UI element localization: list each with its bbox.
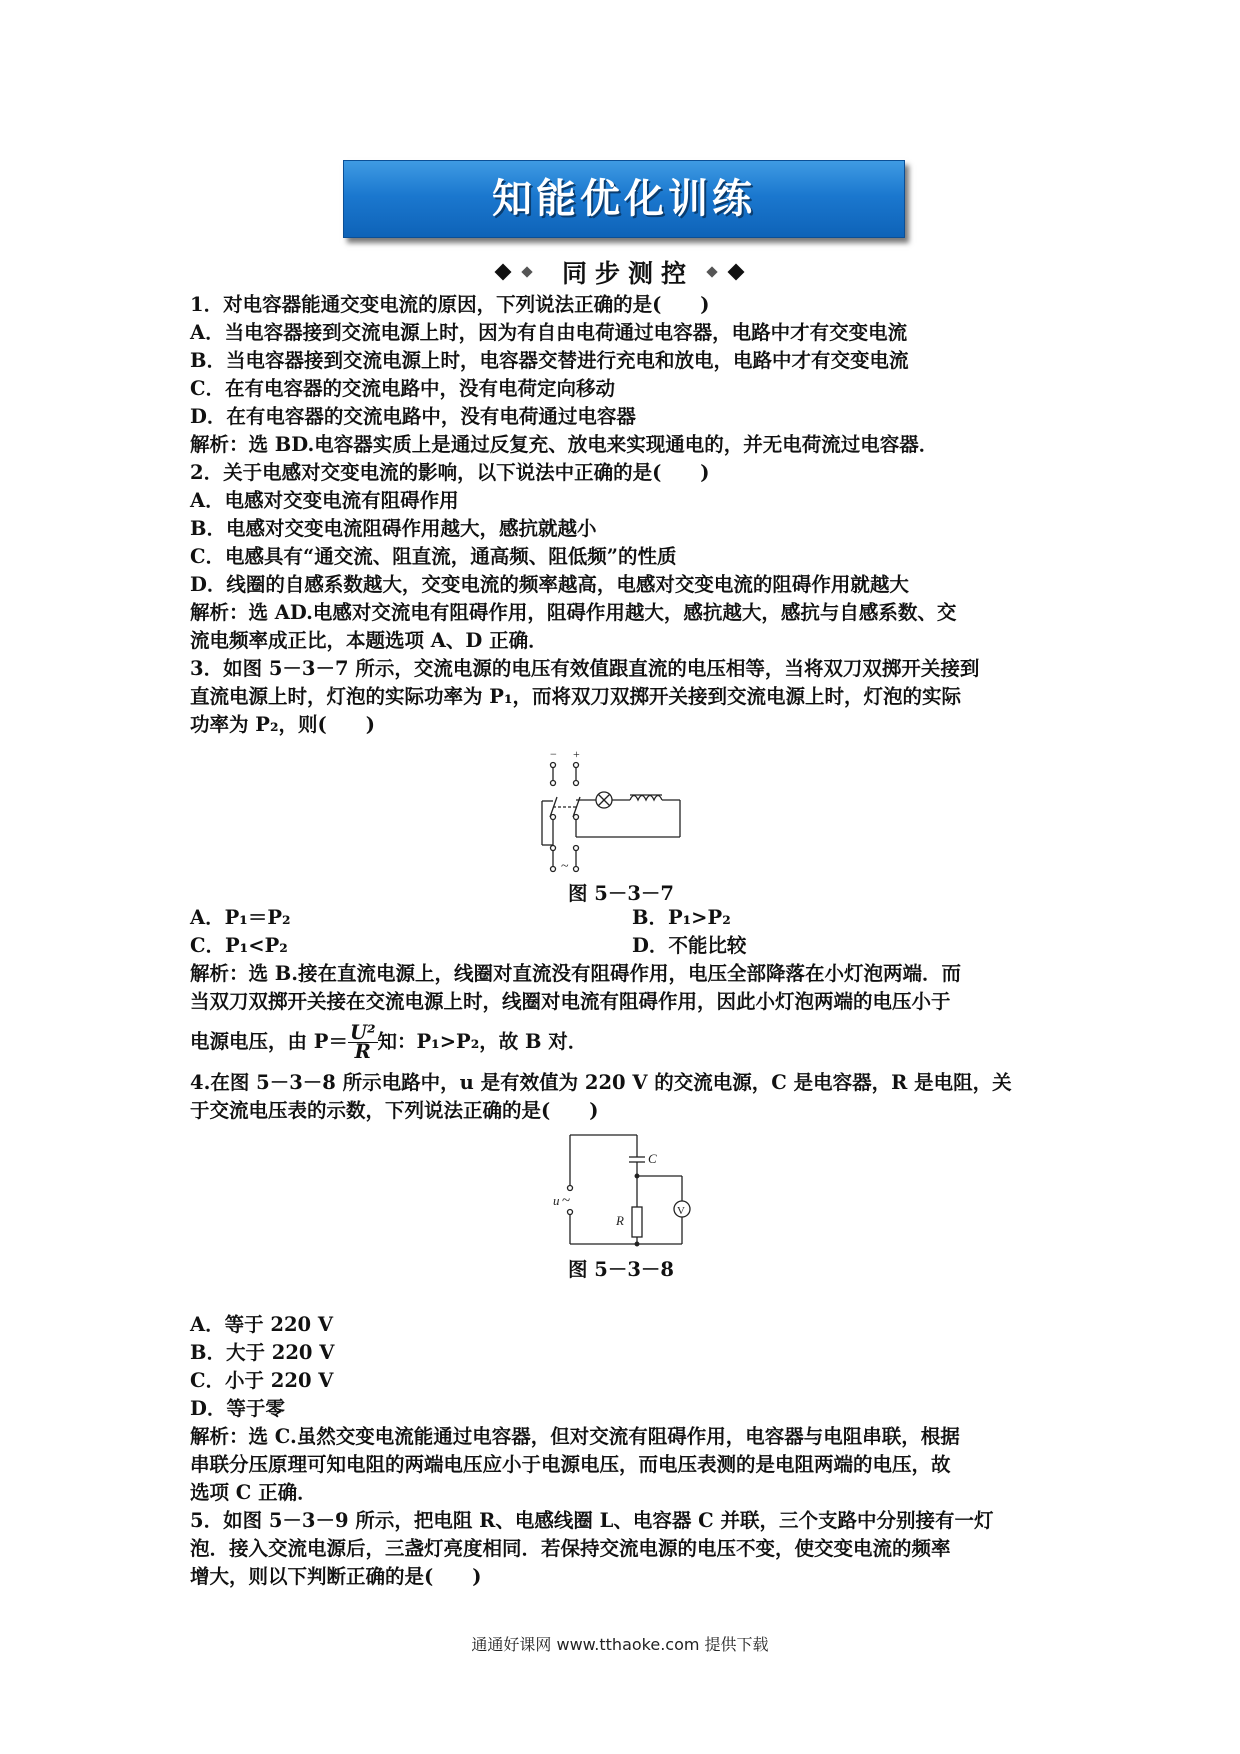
source-terminal-top	[568, 1186, 573, 1191]
diamond-left-small-icon	[521, 266, 532, 277]
q3-analysis-line3	[190, 1021, 588, 1063]
dc-plus-label: +	[573, 747, 580, 761]
q1-option-d: D．在有电容器的交流电路中，没有电荷通过电容器	[190, 405, 636, 428]
question-5-stem-line2: 泡．接入交流电源后，三盏灯亮度相同．若保持交流电源的电压不变，使交变电流的频率	[190, 1537, 951, 1560]
q4-analysis-line3: 选项 C 正确．	[190, 1481, 317, 1504]
dc-terminal-minus	[551, 763, 556, 768]
q4-option-b: B．大于 220 V	[190, 1341, 335, 1364]
q1-option-a: A．当电容器接到交流电源上时，因为有自由电荷通过电容器，电路中才有交变电流	[190, 321, 908, 344]
ac-source-symbol: ~	[561, 859, 569, 874]
dc-minus-label: −	[550, 747, 557, 761]
q3-analysis-line1: 解析：选 B.接在直流电源上，线圈对直流没有阻碍作用，电压全部降落在小灯泡两端．而	[190, 962, 962, 985]
question-4-stem-line2: 于交流电压表的示数，下列说法正确的是( )	[190, 1099, 599, 1122]
formula-denominator: R	[354, 1040, 371, 1063]
banner-title: 知能优化训练	[492, 176, 756, 222]
footer-source: 通通好课网 www.tthaoke.com 提供下载	[471, 1635, 769, 1654]
question-1-stem: 1．对电容器能通交变电流的原因，下列说法正确的是( )	[190, 293, 710, 316]
q1-analysis: 解析：选 BD.电容器实质上是通过反复充、放电来实现通电的，并无电荷流过电容器．	[190, 433, 939, 456]
power-formula-fraction	[348, 1021, 378, 1063]
q2-option-c: C．电感具有“通交流、阻直流，通高频、阻低频”的性质	[190, 545, 677, 568]
question-3-stem-line2: 直流电源上时，灯泡的实际功率为 P₁，而将双刀双掷开关接到交流电源上时，灯泡的实际	[190, 685, 961, 708]
q3-option-b: B．P₁>P₂	[632, 906, 731, 929]
dc-terminal-plus	[574, 763, 579, 768]
question-5-stem-line1: 5．如图 5－3－9 所示，把电阻 R、电感线圈 L、电容器 C 并联，三个支路中分别接有一灯	[190, 1509, 994, 1532]
ac-terminal-left	[551, 846, 556, 851]
q4-analysis-line2: 串联分压原理可知电阻的两端电压应小于电源电压，而电压表测的是电阻两端的电压，故	[190, 1453, 951, 1476]
q3-option-c: C．P₁<P₂	[190, 934, 288, 957]
circuit-figure-5-3-8	[550, 1127, 700, 1252]
figure-5-3-8-caption: 图 5－3－8	[568, 1258, 674, 1281]
diamond-left-icon	[495, 264, 512, 281]
section-header	[0, 252, 1240, 292]
voltmeter-label: V	[677, 1205, 685, 1217]
q4-option-c: C．小于 220 V	[190, 1369, 334, 1392]
q2-option-a: A．电感对交变电流有阻碍作用	[190, 489, 459, 512]
q4-analysis-line1: 解析：选 C.虽然交变电流能通过电容器，但对交流有阻碍作用，电容器与电阻串联，根据	[190, 1425, 960, 1448]
ac-source-symbol: ~	[562, 1193, 571, 1209]
q1-option-c: C．在有电容器的交流电路中，没有电荷定向移动	[190, 377, 616, 400]
question-3-stem-line3: 功率为 P₂，则( )	[190, 713, 375, 736]
question-3-stem-line1: 3．如图 5－3－7 所示，交流电源的电压有效值跟直流的电压相等，当将双刀双掷开关接到	[190, 657, 980, 680]
q2-option-b: B．电感对交变电流阻碍作用越大，感抗就越小	[190, 517, 597, 540]
q3-option-d: D．不能比较	[632, 934, 747, 957]
ac-terminal-right	[574, 846, 579, 851]
resistor-symbol	[632, 1207, 642, 1237]
q1-option-b: B．当电容器接到交流电源上时，电容器交替进行充电和放电，电路中才有交变电流	[190, 349, 909, 372]
diamond-right-small-icon	[706, 266, 717, 277]
q4-option-a: A．等于 220 V	[190, 1313, 334, 1336]
q4-option-d: D．等于零	[190, 1397, 285, 1420]
figure-5-3-7-caption: 图 5－3－7	[568, 882, 674, 905]
circuit-figure-5-3-7	[530, 745, 710, 875]
q2-analysis-line1: 解析：选 AD.电感对交流电有阻碍作用，阻碍作用越大，感抗越大，感抗与自感系数、交	[190, 601, 957, 624]
resistor-label: R	[616, 1213, 624, 1228]
q2-analysis-line2: 流电频率成正比，本题选项 A、D 正确．	[190, 629, 548, 652]
question-2-stem: 2．关于电感对交变电流的影响，以下说法中正确的是( )	[190, 461, 710, 484]
q3-analysis-line2: 当双刀双掷开关接在交流电源上时，线圈对电流有阻碍作用，因此小灯泡两端的电压小于	[190, 990, 951, 1013]
title-banner	[343, 160, 905, 238]
formula-numerator: U²	[349, 1021, 376, 1044]
inductor-coil-symbol	[630, 796, 662, 801]
question-5-stem-line3: 增大，则以下判断正确的是( )	[190, 1565, 482, 1588]
q3-analysis-formula-prefix: 电源电压，由 P＝	[190, 1030, 348, 1053]
source-label: u	[553, 1193, 560, 1208]
capacitor-label: C	[648, 1151, 657, 1166]
q2-option-d: D．线圈的自感系数越大，交变电流的频率越高，电感对交变电流的阻碍作用就越大	[190, 573, 909, 596]
source-terminal-bottom	[568, 1210, 573, 1215]
q3-option-a: A．P₁＝P₂	[190, 906, 291, 929]
section-title: 同步测控	[562, 259, 695, 288]
question-4-stem-line1: 4.在图 5－3－8 所示电路中，u 是有效值为 220 V 的交流电源，C 是电容器，R 是电阻，关	[190, 1071, 1012, 1094]
diamond-right-icon	[728, 264, 745, 281]
q3-analysis-formula-suffix: 知：P₁>P₂，故 B 对．	[377, 1030, 588, 1053]
